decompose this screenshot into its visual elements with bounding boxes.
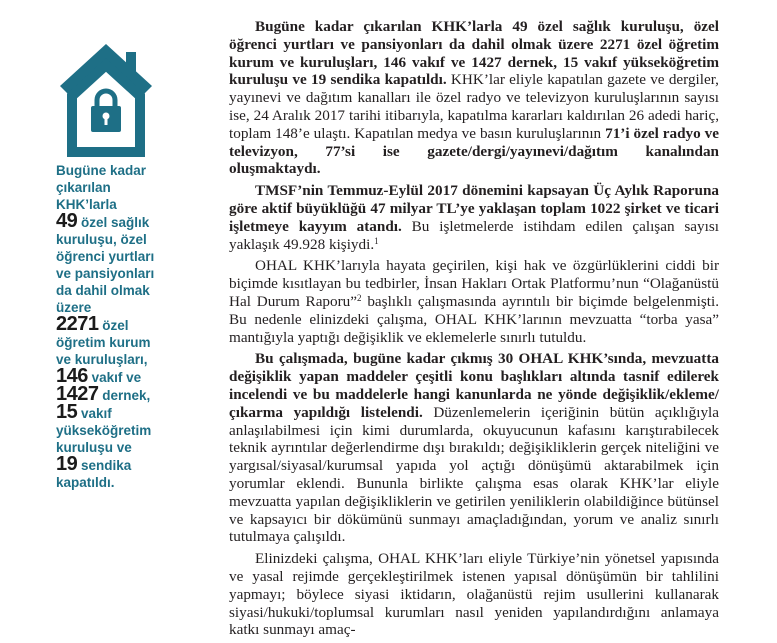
bold-text: 71’i özel radyo ve televizyon, 77’si ise gazete/dergi/yayınevi/dağıtım kanalından oluşmaktaydı.: [229, 124, 719, 178]
pull-quote-text: dernek,: [98, 388, 151, 403]
paragraph: [229, 18, 719, 178]
pull-quote-line: [56, 282, 156, 299]
pull-quote: [56, 162, 156, 491]
pull-quote-line: [56, 313, 156, 335]
paragraph: [229, 550, 719, 639]
pull-quote-line: [56, 334, 156, 351]
pull-quote-line: [56, 248, 156, 265]
pull-quote-line: [56, 210, 156, 232]
pull-quote-text: vakıf: [77, 406, 112, 421]
pull-quote-figure: 19: [56, 453, 78, 475]
pull-quote-text: yükseköğretim: [56, 423, 152, 438]
pull-quote-line: [56, 162, 156, 179]
pull-quote-text: ve pansiyonları: [56, 266, 155, 281]
paragraph: [229, 257, 719, 346]
pull-quote-text: da dahil olmak: [56, 283, 150, 298]
bold-text: Bugüne kadar çıkarılan KHK’larla 49 özel sağlık kuruluşu, özel öğrenci yurtları ve pansiyonları da dahil olmak üzere 2271 özel öğretim kurum ve kuruluşları, 146 vakıf ve 1427 dernek, 15 vakıf yükseköğretim kuruluşu ve 19 sendika kapatıldı.: [229, 18, 719, 89]
body-text: OHAL KHK’larıyla hayata geçirilen, kişi hak ve özgürlüklerini ciddi bir biçimde kısıtlayan bu tedbirler, İnsan Hakları Ortak Platformu’nun “Olağanüstü Hal Durum Raporu”: [229, 257, 719, 310]
pull-quote-text: kuruluşu ve: [56, 440, 132, 455]
pull-quote-figure: 15: [56, 401, 78, 423]
pull-quote-figure: 1427: [56, 383, 99, 405]
bold-text: Bu çalışmada, bugüne kadar çıkmış 30 OHAL KHK’sında, mevzuatta değişiklik yapan maddeler çeşitli konu başlıkları altında tasnif edilerek incelendi ve bu maddelerle hangi kanunlarda ne yönde değişiklik/ekleme/çıkarma yapıldığı listelendi.: [229, 350, 719, 421]
pull-quote-line: [56, 401, 156, 423]
pull-quote-text: üzere: [56, 300, 92, 315]
pull-quote-line: [56, 474, 156, 491]
article-body: [229, 18, 719, 643]
body-text: Düzenlemelerin içeriğinin bütün açıklığıyla anlaşılabilmesi için kimi durumlarda, okuyucunun kafasını karıştırabilecek teknik ayrıntılar değerlendirme dışı bırakıldı; değişikliklerin gerçek niteliğini ve yargısal/siyasal/kurumsal yapıda yol açtığı dönüşümü aktarabilmek için yorumlar eklendi. Bununla birlikte çalışma esas olarak KHK’lar eliyle mevzuatta yapılan değişikliklerin ve getirilen yeniliklerin olabildiğince bütünsel ve kapsayıcı bir dökümünü sunmayı amaçladığından, yorum ve analiz sınırlı tutulmaya çalışıldı.: [229, 403, 719, 546]
pull-quote-text: kapatıldı.: [56, 475, 115, 490]
pull-quote-line: [56, 179, 156, 196]
paragraph: [229, 182, 719, 253]
house-lock-icon: [56, 40, 156, 156]
pull-quote-text: vakıf ve: [87, 370, 142, 385]
paragraph: [229, 350, 719, 546]
pull-quote-text: öğrenci yurtları: [56, 249, 155, 264]
footnote-ref: 1: [374, 235, 379, 246]
body-text: Bu işletmelerde istihdam edilen çalışan sayısı yaklaşık 49.928 kişiydi.: [229, 217, 719, 253]
sidebar: [0, 0, 200, 625]
pull-quote-line: [56, 453, 156, 475]
pull-quote-text: özel: [98, 318, 129, 333]
body-text: başlıklı çalışmasında ayrıntılı bir biçimde belgelenmişti. Bu nedenle elinizdeki çalışma, OHAL KHK’larının mevzuatta “torba yasa” mantığıyla yaptığı değişiklik ve eklemelerle sınırlı tutuldu.: [229, 292, 719, 346]
body-text: KHK’lar eliyle kapatılan gazete ve dergiler, yayınevi ve dağıtım kanalları ile özel radyo ve televizyon kuruluşlarının sayısı ise, 24 Aralık 2017 tarihi itibarıyla, kapatılma kararları kaldırılan 26 adedi hariç, toplam 148’e ulaştı. Kapatılan medya ve basın kuruluşlarının: [229, 71, 719, 142]
bold-text: TMSF’nin Temmuz-Eylül 2017 dönemini kapsayan Üç Aylık Raporuna göre aktif büyüklüğü 47 milyar TL’ye yaklaşan toplam 1022 şirket ve ticari işletmeye kayyım atandı.: [229, 182, 719, 235]
body-text: Elinizdeki çalışma, OHAL KHK’ları eliyle Türkiye’nin yönetsel yapısında ve yasal rejimde gerçekleştirilmek istenen yapısal dönüşümün bir tahlilini yapmayı; böylece siyasi iktidarın, olağanüstü rejim usullerini kullanarak siyasi/hukuki/toplumsal kurumları nasıl yeniden yapılandırdığını anlamaya katkı sunmayı amaç-: [229, 550, 719, 639]
pull-quote-figure: 2271: [56, 313, 99, 335]
pull-quote-text: öğretim kurum: [56, 335, 151, 350]
pull-quote-text: ve kuruluşları,: [56, 352, 148, 367]
pull-quote-text: özel sağlık: [77, 215, 150, 230]
pull-quote-line: [56, 265, 156, 282]
pull-quote-figure: 146: [56, 365, 88, 387]
pull-quote-text: KHK’larla: [56, 197, 117, 212]
pull-quote-figure: 49: [56, 210, 78, 232]
footnote-ref: 2: [357, 292, 362, 303]
pull-quote-text: sendika: [77, 458, 132, 473]
pull-quote-text: çıkarılan: [56, 180, 111, 195]
pull-quote-line: [56, 231, 156, 248]
pull-quote-text: kuruluşu, özel: [56, 232, 147, 247]
pull-quote-text: Bugüne kadar: [56, 163, 147, 178]
pull-quote-line: [56, 422, 156, 439]
